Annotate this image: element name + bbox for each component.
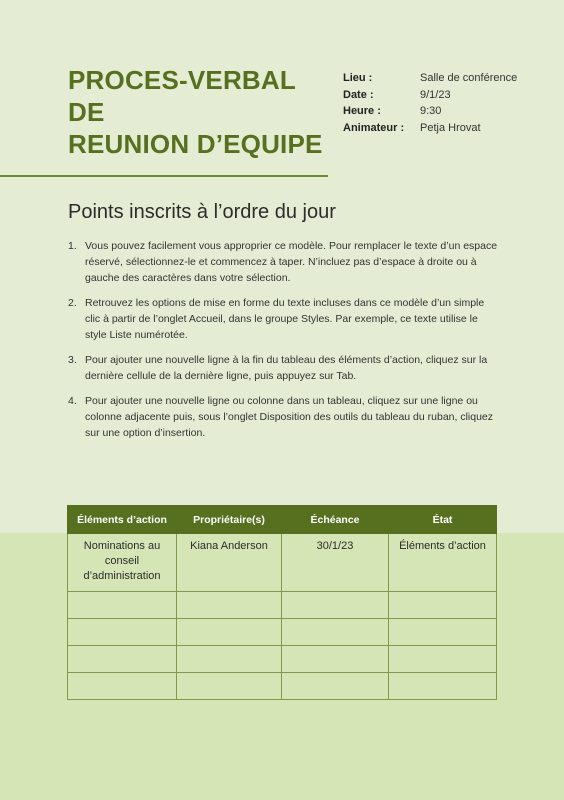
meta-row-date[interactable]	[343, 87, 543, 104]
table-cell[interactable]	[177, 673, 282, 700]
table-cell[interactable]	[68, 592, 177, 619]
document-title[interactable]	[68, 64, 338, 160]
meta-row-location[interactable]	[343, 70, 543, 87]
table-cell[interactable]	[68, 646, 177, 673]
table-cell[interactable]	[389, 619, 497, 646]
table-cell[interactable]	[177, 619, 282, 646]
column-header-owners[interactable]: Propriétaire(s)	[177, 506, 282, 534]
agenda-item-text: Pour ajouter une nouvelle ligne à la fin du tableau des éléments d’action, cliquez sur la dernière cellule de la dernière ligne, puis appuyez sur Tab.	[85, 354, 488, 382]
agenda-item-text: Retrouvez les options de mise en forme du texte incluses dans ce modèle d’un simple clic à partir de l’onglet Accueil, dans le groupe Styles. Par exemple, ce texte utilise le style Liste numérotée.	[85, 297, 485, 341]
table-row	[68, 619, 497, 646]
table-row	[68, 592, 497, 619]
meta-value: 9:30	[420, 105, 442, 117]
table-cell[interactable]	[177, 592, 282, 619]
table-header-row	[68, 506, 497, 534]
table-cell[interactable]: 30/1/23	[282, 534, 389, 592]
meta-value: 9/1/23	[420, 88, 451, 101]
table-cell[interactable]	[68, 673, 177, 700]
agenda-item-text: Pour ajouter une nouvelle ligne ou colonne dans un tableau, cliquez sur une ligne ou colonne adjacente puis, sous l’onglet Disposition des outils du tableau du ruban, cliquez sur une option d’insertion.	[85, 395, 494, 439]
table-cell[interactable]	[389, 592, 497, 619]
meeting-details	[343, 70, 543, 136]
table-cell[interactable]	[177, 646, 282, 673]
meta-label: Date :	[343, 88, 374, 101]
action-items-table	[67, 505, 497, 700]
agenda-item[interactable]	[68, 352, 500, 384]
agenda-item[interactable]	[68, 295, 500, 343]
agenda-item[interactable]	[68, 393, 500, 441]
table-cell[interactable]	[282, 592, 389, 619]
column-header-due-date[interactable]: Échéance	[282, 506, 389, 534]
meta-label: Animateur :	[343, 121, 405, 134]
meta-label: Lieu :	[343, 72, 373, 84]
table-cell[interactable]: Kiana Anderson	[177, 534, 282, 592]
meta-value: Salle de conférence	[420, 72, 518, 84]
table-cell[interactable]	[68, 619, 177, 646]
agenda-item-number: 1.	[68, 240, 77, 252]
table-cell[interactable]	[389, 646, 497, 673]
column-header-status[interactable]: État	[389, 506, 497, 534]
column-header-action-items[interactable]: Éléments d’action	[68, 506, 177, 534]
table-row	[68, 646, 497, 673]
title-line-1: PROCES-VERBAL DE	[68, 65, 296, 127]
agenda-item-number: 4.	[68, 395, 77, 407]
header-divider	[0, 175, 328, 177]
table-cell[interactable]	[282, 619, 389, 646]
agenda-list	[68, 238, 500, 450]
table-row	[68, 534, 497, 592]
agenda-item-text: Vous pouvez facilement vous approprier ce modèle. Pour remplacer le texte d’un espace réservé, sélectionnez-le et commencez à taper. N’incluez pas d’espace à droite ou à gauche des caractères dans votre sélection.	[85, 240, 498, 284]
meta-row-time[interactable]	[343, 103, 543, 120]
table-cell[interactable]: Éléments d’action	[389, 534, 497, 592]
meta-row-facilitator[interactable]	[343, 120, 543, 137]
title-line-2: REUNION D’EQUIPE	[68, 129, 323, 159]
agenda-item-number: 2.	[68, 297, 77, 309]
agenda-item-number: 3.	[68, 354, 77, 366]
table-row	[68, 673, 497, 700]
table-cell[interactable]	[282, 646, 389, 673]
table-cell[interactable]	[389, 673, 497, 700]
table-cell[interactable]	[282, 673, 389, 700]
agenda-heading[interactable]: Points inscrits à l’ordre du jour	[68, 201, 336, 223]
agenda-item[interactable]	[68, 238, 500, 286]
table-cell[interactable]: Nominations au conseil d’administration	[68, 534, 177, 592]
meta-label: Heure :	[343, 105, 381, 117]
meta-value: Petja Hrovat	[420, 121, 481, 134]
